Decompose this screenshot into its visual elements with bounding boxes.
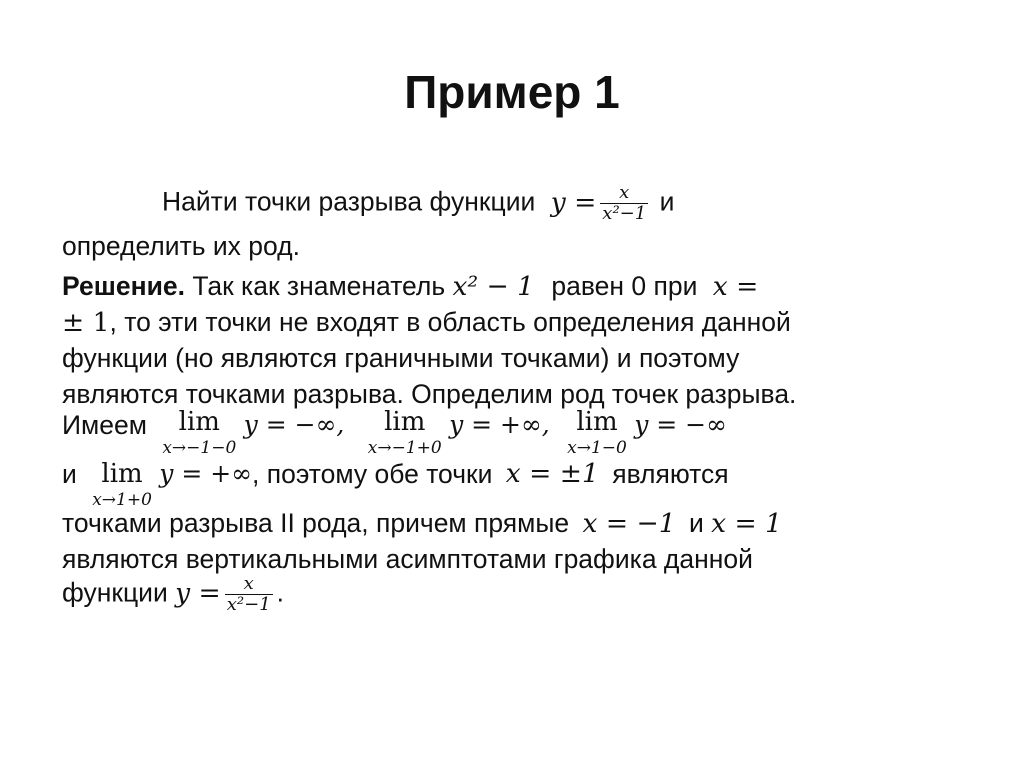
asymptote-2: x = 1 [711, 508, 783, 539]
function-fraction [600, 183, 648, 224]
limit-subscript: x→1−0 [567, 438, 627, 458]
solution-text: , поэтому обе точки [252, 459, 493, 489]
solution-line-3: функции (но являются граничными точками) и поэтому [62, 343, 740, 373]
lim-word: lim [101, 459, 143, 489]
fraction-denominator: x²−1 [226, 594, 271, 615]
solution-text: точками разрыва II рода, причем прямые [62, 508, 570, 538]
fraction-numerator: x [243, 573, 254, 594]
solution-line-1 [62, 268, 758, 305]
limit-4 [92, 458, 152, 510]
limit-subscript: x→−1+0 [367, 438, 442, 458]
x-equals: x = [712, 271, 759, 302]
denominator-expr: x² − 1 [452, 271, 535, 302]
limit-2 [368, 406, 442, 458]
slide-title: Пример 1 [404, 66, 620, 118]
limit-expr: y = −∞, [243, 410, 345, 439]
limit-expr: y = +∞, [449, 410, 550, 439]
limit-expr: y = +∞ [159, 459, 253, 488]
solution-text: , то эти точки не входят в область определения данной [109, 307, 791, 337]
function-fraction [225, 574, 273, 615]
asymptote-1: x = −1 [582, 508, 676, 539]
limit-1 [162, 406, 236, 458]
lim-word: lim [576, 407, 618, 437]
solution-text: равен 0 при [551, 271, 698, 301]
solution-text: Так как знаменатель [192, 271, 446, 301]
period: . [276, 577, 285, 608]
problem-line-2: определить их род. [62, 231, 301, 261]
solution-line-6 [62, 458, 729, 510]
lim-word: lim [384, 407, 426, 437]
function-lhs: y = [550, 186, 597, 218]
solution-line-5 [62, 406, 727, 458]
limit-subscript: x→−1−0 [162, 438, 237, 458]
solution-line-9 [62, 574, 284, 615]
solution-text: являются [612, 459, 729, 489]
solution-text: и [688, 508, 704, 538]
problem-line-1 [162, 183, 674, 224]
solution-line-2 [62, 304, 791, 341]
solution-line-7 [62, 505, 782, 542]
plus-minus-one: ± 1 [62, 307, 110, 338]
fraction-numerator: x [619, 182, 630, 203]
lim-word: lim [178, 407, 220, 437]
function-lhs: y = [175, 577, 221, 609]
problem-text: Найти точки разрыва функции [162, 186, 536, 217]
limit-expr: y = −∞ [634, 410, 727, 439]
limit-3 [567, 406, 627, 458]
fraction-denominator: x²−1 [602, 203, 647, 224]
solution-text: Имеем [62, 410, 147, 440]
problem-text-and: и [659, 186, 675, 217]
solution-text: и [62, 459, 77, 489]
limit-subscript: x→1+0 [92, 490, 152, 510]
solution-text: функции [62, 577, 168, 608]
solution-label: Решение. [62, 271, 185, 301]
solution-line-4: являются точками разрыва. Определим род точек разрыва. [62, 379, 797, 409]
x-plus-minus-one: x = ±1 [505, 458, 599, 489]
solution-line-8: являются вертикальными асимптотами графика данной [62, 544, 753, 574]
